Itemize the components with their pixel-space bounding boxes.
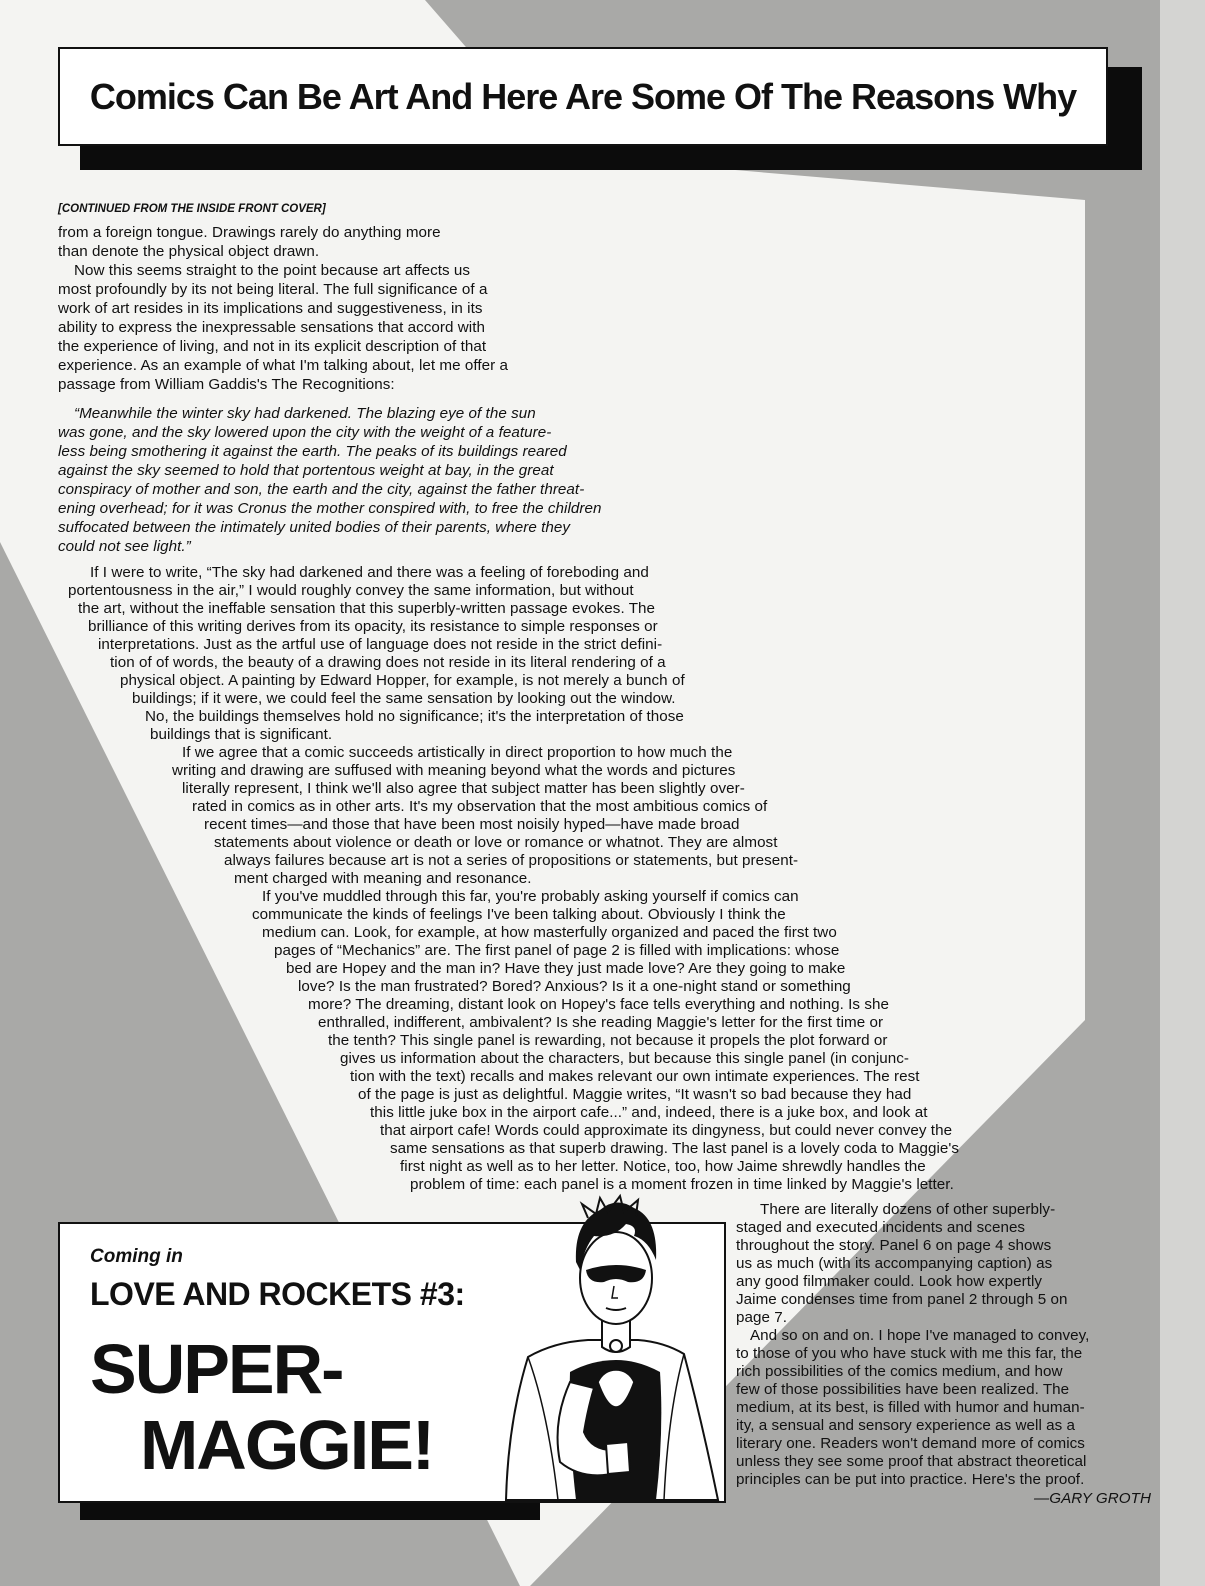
text-line: If we agree that a comic succeeds artistically in direct proportion to how much the — [182, 744, 733, 761]
text-line: principles can be put into practice. Here's the proof. — [736, 1471, 1085, 1488]
text-line: buildings; if it were, we could feel the same sensation by looking out the window. — [132, 690, 676, 707]
text-line: to those of you who have stuck with me this far, the — [736, 1345, 1083, 1362]
quote-line: suffocated between the intimately united bodies of their parents, where they — [58, 519, 571, 536]
text-line: rated in comics as in other arts. It's my observation that the most ambitious comics of — [192, 798, 768, 815]
text-line: brilliance of this writing derives from its opacity, its resistance to simple responses or — [88, 618, 658, 635]
text-line: the tenth? This single panel is rewarding, not because it propels the plot forward or — [328, 1032, 888, 1049]
text-line: that airport cafe! Words could approximate its dingyness, but could never convey the — [380, 1122, 953, 1139]
text-line: medium, at its best, is filled with humor and human- — [736, 1399, 1085, 1416]
text-line: No, the buildings themselves hold no significance; it's the interpretation of those — [145, 708, 684, 725]
text-line: literary one. Readers won't demand more of comics — [736, 1435, 1085, 1452]
continued-note: [CONTINUED FROM THE INSIDE FRONT COVER] — [58, 203, 326, 215]
text-line: bed are Hopey and the man in? Have they just made love? Are they going to make — [286, 960, 846, 977]
title-banner — [58, 47, 1108, 146]
text-line: There are literally dozens of other superbly- — [760, 1201, 1056, 1218]
promo-box — [58, 1222, 726, 1503]
quote-line: ening overhead; for it was Cronus the mother conspired with, to free the children — [58, 500, 602, 517]
text-line: Jaime condenses time from panel 2 through 5 on — [736, 1291, 1068, 1308]
text-line: any good filmmaker could. Look how expertly — [736, 1273, 1043, 1290]
promo-headline-2: MAGGIE! — [140, 1406, 434, 1484]
quote-line: conspiracy of mother and son, the earth and the city, against the father threat- — [58, 481, 585, 498]
text-line: love? Is the man frustrated? Bored? Anxious? Is it a one-night stand or something — [298, 978, 851, 995]
text-line: from a foreign tongue. Drawings rarely do anything more — [58, 224, 441, 241]
text-line: medium can. Look, for example, at how masterfully organized and paced the first two — [262, 924, 837, 941]
text-line: the experience of living, and not in its explicit description of that — [58, 338, 487, 355]
text-line: more? The dreaming, distant look on Hopey's face tells everything and nothing. Is she — [308, 996, 889, 1013]
text-line: enthralled, indifferent, ambivalent? Is she reading Maggie's letter for the first time or — [318, 1014, 884, 1031]
text-line: passage from William Gaddis's The Recognitions: — [58, 376, 395, 393]
text-line: experience. As an example of what I'm talking about, let me offer a — [58, 357, 509, 374]
text-line: same sensations as that superb drawing. The last panel is a lovely coda to Maggie's — [390, 1140, 960, 1157]
text-line: of the page is just as delightful. Maggie writes, “It wasn't so bad because they had — [358, 1086, 912, 1103]
text-line: us as much (with its accompanying caption) as — [736, 1255, 1053, 1272]
text-line: communicate the kinds of feelings I've been talking about. Obviously I think the — [252, 906, 786, 923]
text-line: work of art resides in its implications and suggestiveness, in its — [58, 300, 483, 317]
text-line: physical object. A painting by Edward Hopper, for example, is not merely a bunch of — [120, 672, 685, 689]
text-line: writing and drawing are suffused with meaning beyond what the words and pictures — [172, 762, 736, 779]
text-line: pages of “Mechanics” are. The first panel of page 2 is filled with implications: whose — [274, 942, 840, 959]
article-title: Comics Can Be Art And Here Are Some Of The Reasons Why — [89, 75, 1077, 117]
quote-line: less being smothering it against the earth. The peaks of its buildings reared — [58, 443, 567, 460]
quote-line: was gone, and the sky lowered upon the city with the weight of a feature- — [58, 424, 552, 441]
author-signature: —GARY GROTH — [1034, 1490, 1151, 1507]
text-line: first night as well as to her letter. Notice, too, how Jaime shrewdly handles the — [400, 1158, 926, 1175]
text-line: literally represent, I think we'll also agree that subject matter has been slightly over- — [182, 780, 745, 797]
text-line: the art, without the ineffable sensation that this superbly-written passage evokes. The — [78, 600, 656, 617]
text-line: most profoundly by its not being literal. The full significance of a — [58, 281, 488, 298]
text-line: problem of time: each panel is a moment frozen in time linked by Maggie's letter. — [410, 1176, 954, 1193]
text-line: unless they see some proof that abstract theoretical — [736, 1453, 1087, 1470]
promo-series: LOVE AND ROCKETS #3: — [90, 1276, 465, 1312]
text-line: statements about violence or death or love or romance or whatnot. They are almost — [214, 834, 778, 851]
text-line: tion with the text) recalls and makes relevant our own intimate experiences. The rest — [350, 1068, 920, 1085]
quote-line: “Meanwhile the winter sky had darkened. The blazing eye of the sun — [74, 405, 536, 422]
quote-line: could not see light.” — [58, 538, 191, 555]
text-line: ability to express the inexpressable sensations that accord with — [58, 319, 485, 336]
promo-headline-1: SUPER- — [90, 1330, 343, 1408]
text-line: If you've muddled through this far, you're probably asking yourself if comics can — [262, 888, 799, 905]
text-line: throughout the story. Panel 6 on page 4 shows — [736, 1237, 1052, 1254]
text-line: portentousness in the air,” I would roughly convey the same information, but without — [68, 582, 634, 599]
text-line: staged and executed incidents and scenes — [736, 1219, 1026, 1236]
promo-coming: Coming in — [90, 1246, 183, 1267]
text-line: ment charged with meaning and resonance. — [234, 870, 532, 887]
text-line: tion of of words, the beauty of a drawing does not reside in its literal rendering of a — [110, 654, 666, 671]
text-line: rich possibilities of the comics medium, and how — [736, 1363, 1063, 1380]
text-line: Now this seems straight to the point because art affects us — [74, 262, 471, 279]
text-line: few of those possibilities have been realized. The — [736, 1381, 1070, 1398]
text-line: buildings that is significant. — [150, 726, 333, 743]
text-line: always failures because art is not a series of propositions or statements, but present- — [224, 852, 799, 869]
text-line: And so on and on. I hope I've managed to convey, — [750, 1327, 1090, 1344]
text-line: page 7. — [736, 1309, 788, 1326]
super-maggie-illustration — [488, 1182, 724, 1502]
text-line: ity, a sensual and sensory experience as well as a — [736, 1417, 1076, 1434]
text-line: If I were to write, “The sky had darkened and there was a feeling of foreboding and — [90, 564, 649, 581]
text-line: recent times—and those that have been most noisily hyped—have made broad — [204, 816, 740, 833]
text-line: this little juke box in the airport cafe...” and, indeed, there is a juke box, and look at — [370, 1104, 928, 1121]
text-line: gives us information about the characters, but because this single panel (in conjunc- — [340, 1050, 910, 1067]
quote-line: against the sky seemed to hold that portentous weight at bay, in the great — [58, 462, 554, 479]
right-page-shadow — [1160, 0, 1205, 1586]
text-line: interpretations. Just as the artful use of language does not reside in the strict defini- — [98, 636, 663, 653]
text-line: than denote the physical object drawn. — [58, 243, 320, 260]
